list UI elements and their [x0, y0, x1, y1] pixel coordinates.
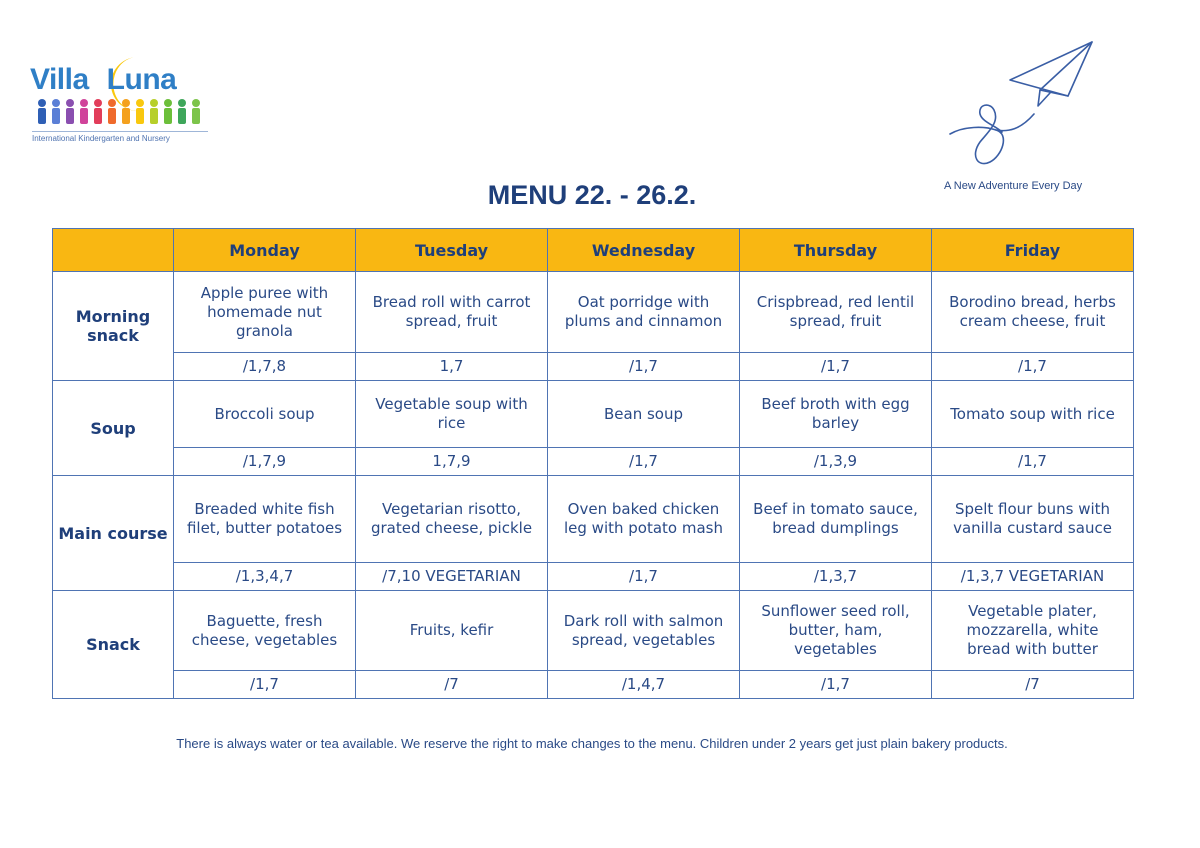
allergen-cell: /1,7 [740, 353, 932, 381]
dish-cell: Apple puree with homemade nut granola [174, 272, 356, 353]
paper-plane-icon [940, 38, 1100, 173]
dish-cell: Beef broth with egg barley [740, 381, 932, 448]
logo-subtitle: International Kindergarten and Nursery [32, 134, 170, 143]
dish-cell: Beef in tomato sauce, bread dumplings [740, 476, 932, 563]
header-friday: Friday [932, 229, 1134, 272]
soup-dish-row [53, 381, 1134, 448]
dish-cell: Baguette, fresh cheese, vegetables [174, 591, 356, 671]
allergen-cell: /1,3,9 [740, 448, 932, 476]
main-course-dish-row [53, 476, 1134, 563]
dish-cell: Bean soup [548, 381, 740, 448]
dish-cell: Oat porridge with plums and cinnamon [548, 272, 740, 353]
dish-cell: Tomato soup with rice [932, 381, 1134, 448]
snack-dish-row [53, 591, 1134, 671]
main-course-allergen-row [53, 563, 1134, 591]
dish-cell: Broccoli soup [174, 381, 356, 448]
allergen-cell: /7,10 VEGETARIAN [356, 563, 548, 591]
allergen-cell: /1,3,7 [740, 563, 932, 591]
logo-divider [32, 131, 208, 132]
tagline: A New Adventure Every Day [944, 180, 1083, 192]
villa-luna-logo [28, 55, 213, 150]
allergen-cell: /1,7 [548, 563, 740, 591]
soup-allergen-row [53, 448, 1134, 476]
row-label-morning-snack: Morning snack [53, 272, 174, 381]
header-row [53, 229, 1134, 272]
allergen-cell: /1,7,8 [174, 353, 356, 381]
footer-note: There is always water or tea available. We reserve the right to make changes to the menu. Children under 2 years get just plain bakery products. [176, 736, 1008, 751]
row-label-main-course: Main course [53, 476, 174, 591]
allergen-cell: 1,7 [356, 353, 548, 381]
allergen-cell: 1,7,9 [356, 448, 548, 476]
logo-brand-villa: Villa [30, 63, 89, 96]
dish-cell: Oven baked chicken leg with potato mash [548, 476, 740, 563]
children-row-icon [34, 97, 206, 127]
snack-allergen-row [53, 671, 1134, 699]
morning-snack-allergen-row [53, 353, 1134, 381]
allergen-cell: /1,7 [740, 671, 932, 699]
allergen-cell: /1,7 [548, 353, 740, 381]
dish-cell: Spelt flour buns with vanilla custard sauce [932, 476, 1134, 563]
dish-cell: Vegetable soup with rice [356, 381, 548, 448]
allergen-cell: /1,7 [174, 671, 356, 699]
header-corner [53, 229, 174, 272]
dish-cell: Bread roll with carrot spread, fruit [356, 272, 548, 353]
dish-cell: Sunflower seed roll, butter, ham, vegetables [740, 591, 932, 671]
allergen-cell: /7 [356, 671, 548, 699]
dish-cell: Borodino bread, herbs cream cheese, fruit [932, 272, 1134, 353]
logo-brand-luna: Luna [106, 63, 177, 96]
allergen-cell: /1,7 [932, 448, 1134, 476]
header-thursday: Thursday [740, 229, 932, 272]
logo-brand [30, 63, 176, 97]
header-tuesday: Tuesday [356, 229, 548, 272]
allergen-cell: /1,7 [548, 448, 740, 476]
page-title: MENU 22. - 26.2. [487, 180, 697, 210]
allergen-cell: /1,4,7 [548, 671, 740, 699]
dish-cell: Vegetarian risotto, grated cheese, pickle [356, 476, 548, 563]
row-label-soup: Soup [53, 381, 174, 476]
dish-cell: Vegetable plater, mozzarella, white bread with butter [932, 591, 1134, 671]
allergen-cell: /1,7 [932, 353, 1134, 381]
dish-cell: Fruits, kefir [356, 591, 548, 671]
allergen-cell: /1,3,4,7 [174, 563, 356, 591]
dish-cell: Breaded white fish filet, butter potatoes [174, 476, 356, 563]
row-label-snack: Snack [53, 591, 174, 699]
header-monday: Monday [174, 229, 356, 272]
header-wednesday: Wednesday [548, 229, 740, 272]
morning-snack-dish-row [53, 272, 1134, 353]
dish-cell: Dark roll with salmon spread, vegetables [548, 591, 740, 671]
allergen-cell: /7 [932, 671, 1134, 699]
dish-cell: Crispbread, red lentil spread, fruit [740, 272, 932, 353]
allergen-cell: /1,7,9 [174, 448, 356, 476]
allergen-cell: /1,3,7 VEGETARIAN [932, 563, 1134, 591]
menu-table [52, 228, 1134, 699]
